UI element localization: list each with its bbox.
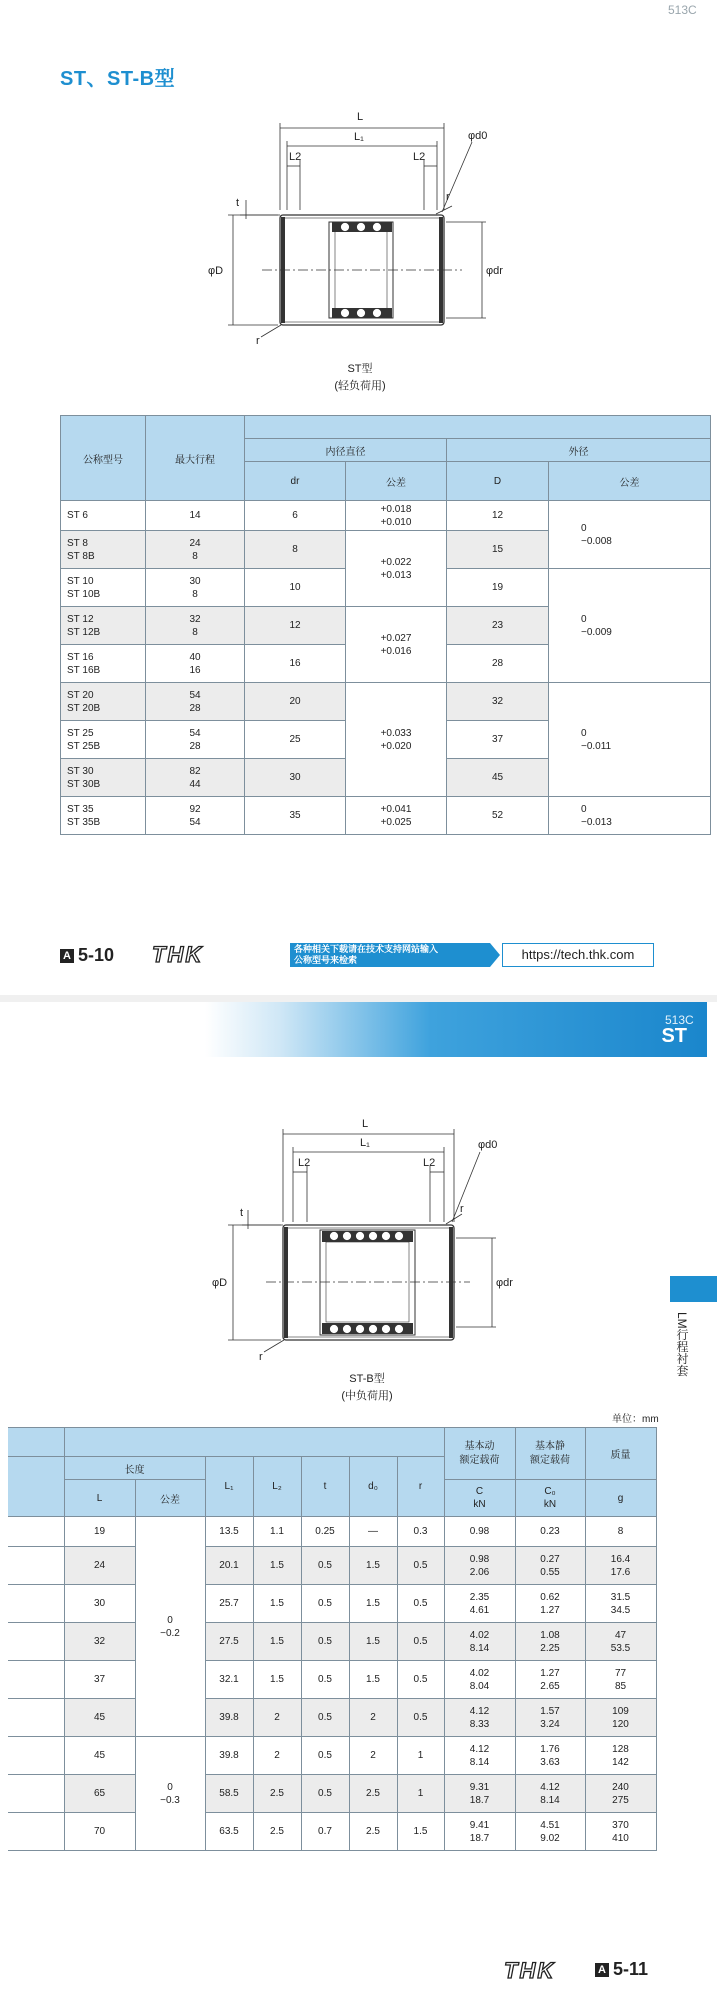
cell-d0: 2.5 [349, 1775, 397, 1813]
header-mass: 质量 [585, 1428, 656, 1480]
cell-mass: 128 142 [585, 1737, 656, 1775]
cell-L: 32 [64, 1623, 135, 1661]
header-blank [8, 1457, 64, 1517]
cell-C0: 0.62 1.27 [515, 1585, 585, 1623]
cell-stroke: 82 44 [146, 759, 245, 797]
header-C: C kN [444, 1480, 515, 1517]
cell-t: 0.5 [301, 1699, 349, 1737]
cell-L1: 32.1 [205, 1661, 253, 1699]
header-tol-outer: 公差 [549, 462, 711, 501]
cell-mass: 109 120 [585, 1699, 656, 1737]
cell-C0: 0.23 [515, 1517, 585, 1547]
header-title: ST [661, 1025, 687, 1047]
cell-L1: 20.1 [205, 1547, 253, 1585]
cell-L2: 1.5 [253, 1547, 301, 1585]
cell-tol-outer: 0 −0.011 [549, 683, 711, 797]
dim-L2-right-label: L2 [423, 1157, 436, 1169]
cell-D: 37 [447, 721, 549, 759]
cell-length-tol: 0 −0.3 [135, 1737, 205, 1851]
dim-D-label: φD [212, 1277, 228, 1289]
header-length: 长度 [64, 1457, 205, 1480]
cell-D: 28 [447, 645, 549, 683]
cell-t: 0.5 [301, 1547, 349, 1585]
header-g: g [585, 1480, 656, 1517]
st-type-drawing [200, 108, 503, 348]
header-band [205, 1002, 707, 1057]
dim-t-label: t [240, 1207, 244, 1219]
cell-t: 0.5 [301, 1623, 349, 1661]
cell-model: ST 30 ST 30B [61, 759, 146, 797]
dim-L2-left-label: L2 [289, 151, 302, 163]
cell-d0: 2.5 [349, 1813, 397, 1851]
caption-load: (中负荷用) [341, 1390, 393, 1402]
header-C0: C₀ kN [515, 1480, 585, 1517]
cell-model: ST 10 ST 10B [61, 569, 146, 607]
cell-d0: 1.5 [349, 1623, 397, 1661]
dim-D-label: φD [208, 265, 224, 277]
cell-L: 70 [64, 1813, 135, 1851]
cell-L: 45 [64, 1737, 135, 1775]
cell-mass: 370 410 [585, 1813, 656, 1851]
cell-model: ST 12 ST 12B [61, 607, 146, 645]
cell-L1: 27.5 [205, 1623, 253, 1661]
cell-mass: 31.5 34.5 [585, 1585, 656, 1623]
page-code: 513C [668, 3, 697, 17]
cell-r: 0.5 [397, 1585, 444, 1623]
cell-dr: 20 [245, 683, 346, 721]
banner-arrow-icon [490, 943, 500, 967]
cell-tol-inner: +0.022 +0.013 [346, 531, 447, 607]
cell-r: 0.5 [397, 1623, 444, 1661]
cell-tol-outer: 0 −0.009 [549, 569, 711, 683]
cell-L2: 1.5 [253, 1623, 301, 1661]
cell-D: 45 [447, 759, 549, 797]
banner-text: 各种相关下载请在技术支持网站输入 公称型号来检索 [290, 943, 490, 967]
cell-C: 9.41 18.7 [444, 1813, 515, 1851]
cell-blank [8, 1813, 64, 1851]
cell-L2: 2 [253, 1699, 301, 1737]
header-blank [8, 1428, 64, 1457]
page-code: 513C [665, 1013, 694, 1027]
header-blank [64, 1428, 444, 1457]
cell-L: 65 [64, 1775, 135, 1813]
cell-C0: 1.27 2.65 [515, 1661, 585, 1699]
header-r: r [397, 1457, 444, 1517]
dim-r-bottom-label: r [259, 1351, 263, 1363]
figure-caption [287, 1371, 447, 1405]
cell-D: 19 [447, 569, 549, 607]
cell-stroke: 40 16 [146, 645, 245, 683]
cell-C0: 1.08 2.25 [515, 1623, 585, 1661]
cell-mass: 47 53.5 [585, 1623, 656, 1661]
cell-mass: 16.4 17.6 [585, 1547, 656, 1585]
cell-dr: 8 [245, 531, 346, 569]
cell-mass: 8 [585, 1517, 656, 1547]
cell-dr: 6 [245, 501, 346, 531]
cell-t: 0.5 [301, 1737, 349, 1775]
cell-L2: 1.5 [253, 1661, 301, 1699]
cell-dr: 25 [245, 721, 346, 759]
dim-L1-label: L₁ [360, 1137, 370, 1149]
cell-blank [8, 1661, 64, 1699]
cell-C: 9.31 18.7 [444, 1775, 515, 1813]
cell-d0: 1.5 [349, 1547, 397, 1585]
cell-dr: 30 [245, 759, 346, 797]
cell-blank [8, 1585, 64, 1623]
cell-tol-inner: +0.027 +0.016 [346, 607, 447, 683]
cell-L2: 1.1 [253, 1517, 301, 1547]
cell-C0: 0.27 0.55 [515, 1547, 585, 1585]
cell-blank [8, 1775, 64, 1813]
cell-dr: 16 [245, 645, 346, 683]
dim-d0-label: φd0 [478, 1139, 498, 1151]
cell-blank [8, 1737, 64, 1775]
cell-D: 23 [447, 607, 549, 645]
support-banner [290, 943, 652, 967]
cell-L: 30 [64, 1585, 135, 1623]
cell-r: 1 [397, 1737, 444, 1775]
catalog-page-left [0, 0, 717, 995]
figure-caption [280, 361, 440, 395]
caption-load: (轻负荷用) [334, 380, 386, 392]
cell-length-tol: 0 −0.2 [135, 1517, 205, 1737]
dim-dr-label: φdr [496, 1277, 513, 1289]
cell-r: 1 [397, 1775, 444, 1813]
cell-L: 45 [64, 1699, 135, 1737]
cell-t: 0.25 [301, 1517, 349, 1547]
header-outer-dia: 外径 [447, 439, 711, 462]
cell-stroke: 92 54 [146, 797, 245, 835]
header-t: t [301, 1457, 349, 1517]
cell-tol-inner: +0.018 +0.010 [346, 501, 447, 531]
cell-r: 0.3 [397, 1517, 444, 1547]
cell-L1: 58.5 [205, 1775, 253, 1813]
header-inner-dia: 内径直径 [245, 439, 447, 462]
cell-L2: 2.5 [253, 1775, 301, 1813]
cell-d0: 1.5 [349, 1585, 397, 1623]
page-number-text: 5-11 [613, 1959, 649, 1979]
dim-dr-label: φdr [486, 265, 503, 277]
thk-logo: THK [504, 1958, 556, 1983]
cell-r: 0.5 [397, 1661, 444, 1699]
cell-D: 15 [447, 531, 549, 569]
cell-tol-outer: 0 −0.013 [549, 797, 711, 835]
side-index-tab [670, 1276, 717, 1302]
cell-D: 52 [447, 797, 549, 835]
header-stroke: 最大行程 [146, 416, 245, 501]
cell-stroke: 32 8 [146, 607, 245, 645]
cell-C: 0.98 [444, 1517, 515, 1547]
dim-L-label: L [362, 1118, 369, 1130]
cell-model: ST 8 ST 8B [61, 531, 146, 569]
cell-L2: 1.5 [253, 1585, 301, 1623]
cell-tol-outer: 0 −0.008 [549, 501, 711, 569]
dim-r-top-label: r [460, 1203, 464, 1215]
dim-d0-label: φd0 [468, 130, 488, 142]
header-blank [245, 416, 711, 439]
cell-mass: 77 85 [585, 1661, 656, 1699]
dim-L2-left-label: L2 [298, 1157, 311, 1169]
cell-L: 19 [64, 1517, 135, 1547]
cell-blank [8, 1547, 64, 1585]
cell-model: ST 20 ST 20B [61, 683, 146, 721]
page-number [60, 945, 114, 966]
cell-model: ST 25 ST 25B [61, 721, 146, 759]
header-L2: L₂ [253, 1457, 301, 1517]
cell-C: 4.02 8.14 [444, 1623, 515, 1661]
page-number-text: 5-10 [78, 945, 115, 965]
cell-d0: 1.5 [349, 1661, 397, 1699]
cell-stroke: 30 8 [146, 569, 245, 607]
dim-L-label: L [357, 111, 364, 123]
page-number [595, 1959, 648, 1980]
cell-stroke: 14 [146, 501, 245, 531]
header-d0: d₀ [349, 1457, 397, 1517]
header-model: 公称型号 [61, 416, 146, 501]
cell-C0: 1.76 3.63 [515, 1737, 585, 1775]
cell-d0: 2 [349, 1699, 397, 1737]
cell-C: 2.35 4.61 [444, 1585, 515, 1623]
dim-L2-right-label: L2 [413, 151, 426, 163]
st-b-type-drawing [200, 1102, 513, 1363]
cell-C0: 4.12 8.14 [515, 1775, 585, 1813]
cell-model: ST 6 [61, 501, 146, 531]
cell-dr: 12 [245, 607, 346, 645]
cell-tol-inner: +0.033 +0.020 [346, 683, 447, 797]
cell-blank [8, 1699, 64, 1737]
section-title: ST、ST-B型 [60, 68, 176, 90]
header-L1: L₁ [205, 1457, 253, 1517]
caption-type: ST-B型 [349, 1373, 385, 1385]
spec-table-left [60, 415, 711, 835]
cell-L: 24 [64, 1547, 135, 1585]
cell-tol-inner: +0.041 +0.025 [346, 797, 447, 835]
cell-t: 0.5 [301, 1585, 349, 1623]
cell-t: 0.7 [301, 1813, 349, 1851]
cell-C: 4.12 8.14 [444, 1737, 515, 1775]
cell-blank [8, 1517, 64, 1547]
header-dr: dr [245, 462, 346, 501]
dim-t-label: t [236, 197, 240, 209]
cell-stroke: 54 28 [146, 721, 245, 759]
cell-d0: — [349, 1517, 397, 1547]
support-url-link[interactable]: https://tech.thk.com [502, 943, 654, 967]
cell-dr: 35 [245, 797, 346, 835]
dim-r-top-label: r [446, 191, 450, 203]
cell-r: 1.5 [397, 1813, 444, 1851]
header-static-load: 基本静 额定载荷 [515, 1428, 585, 1480]
cell-r: 0.5 [397, 1699, 444, 1737]
cell-r: 0.5 [397, 1547, 444, 1585]
dim-r-bottom-label: r [256, 335, 260, 347]
cell-L: 37 [64, 1661, 135, 1699]
cell-stroke: 24 8 [146, 531, 245, 569]
cell-L1: 25.7 [205, 1585, 253, 1623]
cell-model: ST 16 ST 16B [61, 645, 146, 683]
cell-model: ST 35 ST 35B [61, 797, 146, 835]
header-tol: 公差 [135, 1480, 205, 1517]
cell-L2: 2.5 [253, 1813, 301, 1851]
cell-C0: 4.51 9.02 [515, 1813, 585, 1851]
unit-label: 单位：mm [612, 1414, 659, 1425]
section-letter-badge: A [595, 1963, 609, 1977]
cell-L1: 39.8 [205, 1699, 253, 1737]
cell-t: 0.5 [301, 1661, 349, 1699]
spec-table-right [8, 1427, 657, 1851]
cell-mass: 240 275 [585, 1775, 656, 1813]
header-D: D [447, 462, 549, 501]
cell-L1: 39.8 [205, 1737, 253, 1775]
dim-L1-label: L₁ [354, 131, 364, 143]
cell-stroke: 54 28 [146, 683, 245, 721]
catalog-page-right [0, 1002, 717, 2005]
cell-blank [8, 1623, 64, 1661]
cell-dr: 10 [245, 569, 346, 607]
section-letter-badge: A [60, 949, 74, 963]
caption-type: ST型 [347, 363, 373, 375]
header-tol-inner: 公差 [346, 462, 447, 501]
cell-L2: 2 [253, 1737, 301, 1775]
thk-logo: THK [152, 942, 204, 967]
header-L: L [64, 1480, 135, 1517]
side-index-label: LM行程衬套 [675, 1312, 689, 1377]
header-dynamic-load: 基本动 额定载荷 [444, 1428, 515, 1480]
cell-D: 32 [447, 683, 549, 721]
cell-d0: 2 [349, 1737, 397, 1775]
cell-C: 4.02 8.04 [444, 1661, 515, 1699]
cell-D: 12 [447, 501, 549, 531]
cell-C0: 1.57 3.24 [515, 1699, 585, 1737]
cell-C: 0.98 2.06 [444, 1547, 515, 1585]
cell-L1: 63.5 [205, 1813, 253, 1851]
cell-t: 0.5 [301, 1775, 349, 1813]
cell-C: 4.12 8.33 [444, 1699, 515, 1737]
cell-L1: 13.5 [205, 1517, 253, 1547]
